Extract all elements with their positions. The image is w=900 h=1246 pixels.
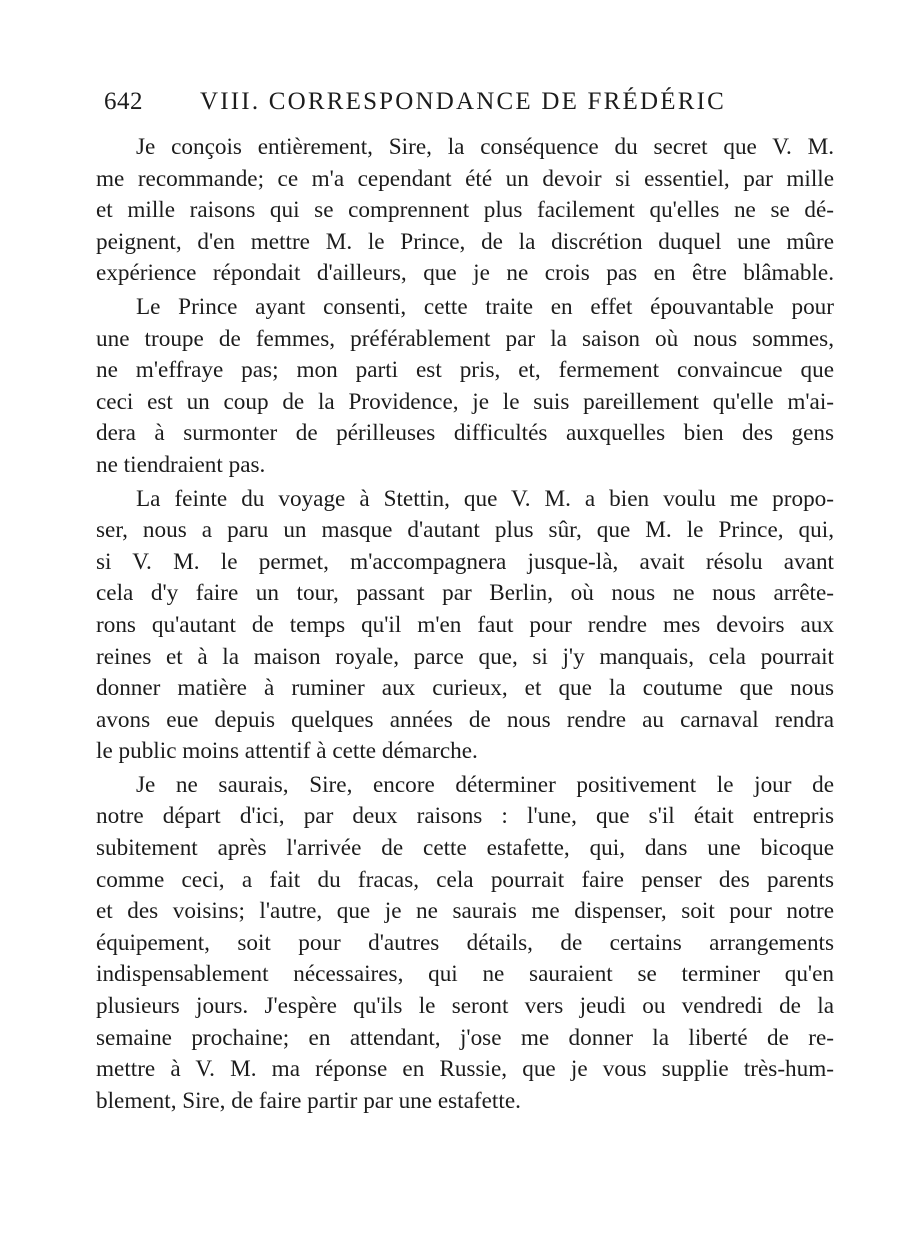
text-line: expérience répondait d'ailleurs, que je ne crois pas en être blâmable. — [96, 260, 834, 287]
text-line: ceci est un coup de la Providence, je le suis pareillement qu'elle m'ai- — [96, 388, 834, 415]
text-line: indispensablement nécessaires, qui ne sauraient se terminer qu'en — [96, 961, 834, 988]
text-line: dera à surmonter de périlleuses difficultés auxquelles bien des gens — [96, 420, 834, 447]
text-line: notre départ d'ici, par deux raisons : l'une, que s'il était entrepris — [96, 803, 834, 830]
text-line: peignent, d'en mettre M. le Prince, de la discrétion duquel une mûre — [96, 228, 834, 255]
text-line: ser, nous a paru un masque d'autant plus sûr, que M. le Prince, qui, — [96, 517, 834, 544]
text-line: cela d'y faire un tour, passant par Berlin, où nous ne nous arrête- — [96, 580, 834, 607]
text-line: ne m'effraye pas; mon parti est pris, et, fermement convaincue que — [96, 357, 834, 384]
text-line: La feinte du voyage à Stettin, que V. M. a bien voulu me propo- — [136, 485, 834, 512]
text-line: équipement, soit pour d'autres détails, de certains arrangements — [96, 929, 834, 956]
running-head: VIII. CORRESPONDANCE DE FRÉDÉRIC — [200, 88, 726, 115]
text-line: me recommande; ce m'a cependant été un devoir si essentiel, par mille — [96, 165, 834, 192]
letter-body — [96, 132, 834, 1117]
text-line: Je ne saurais, Sire, encore déterminer positivement le jour de — [136, 771, 834, 798]
text-line: le public moins attentif à cette démarche. — [96, 738, 478, 765]
text-line: mettre à V. M. ma réponse en Russie, que je vous supplie très-hum- — [96, 1056, 834, 1083]
paragraph — [96, 292, 834, 482]
text-line: Je conçois entièrement, Sire, la conséquence du secret que V. M. — [136, 134, 834, 160]
text-line: et des voisins; l'autre, que je ne saurais me dispenser, soit pour notre — [96, 898, 834, 925]
paragraph — [96, 132, 834, 290]
paragraph — [96, 484, 834, 768]
text-line: et mille raisons qui se comprennent plus facilement qu'elles ne se dé- — [96, 197, 834, 224]
page-number: 642 — [104, 88, 143, 115]
text-line: Le Prince ayant consenti, cette traite en effet épouvantable pour — [136, 293, 834, 320]
text-line: comme ceci, a fait du fracas, cela pourrait faire penser des parents — [96, 866, 834, 893]
text-line: une troupe de femmes, préférablement par la saison où nous sommes, — [96, 325, 834, 352]
text-line: semaine prochaine; en attendant, j'ose me donner la liberté de re- — [96, 1024, 834, 1051]
page-header — [104, 88, 744, 124]
paragraph — [96, 770, 834, 1118]
text-line: subitement après l'arrivée de cette estafette, qui, dans une bicoque — [96, 835, 834, 862]
text-line: si V. M. le permet, m'accompagnera jusque-là, avait résolu avant — [96, 548, 834, 575]
text-line: blement, Sire, de faire partir par une estafette. — [96, 1087, 521, 1114]
text-line: plusieurs jours. J'espère qu'ils le seront vers jeudi ou vendredi de la — [96, 993, 834, 1020]
text-line: donner matière à ruminer aux curieux, et que la coutume que nous — [96, 675, 834, 702]
text-line: ne tiendraient pas. — [96, 451, 266, 478]
text-line: rons qu'autant de temps qu'il m'en faut pour rendre mes devoirs aux — [96, 611, 834, 638]
text-line: reines et à la maison royale, parce que, si j'y manquais, cela pourrait — [96, 643, 834, 670]
text-line: avons eue depuis quelques années de nous rendre au carnaval rendra — [96, 706, 834, 733]
